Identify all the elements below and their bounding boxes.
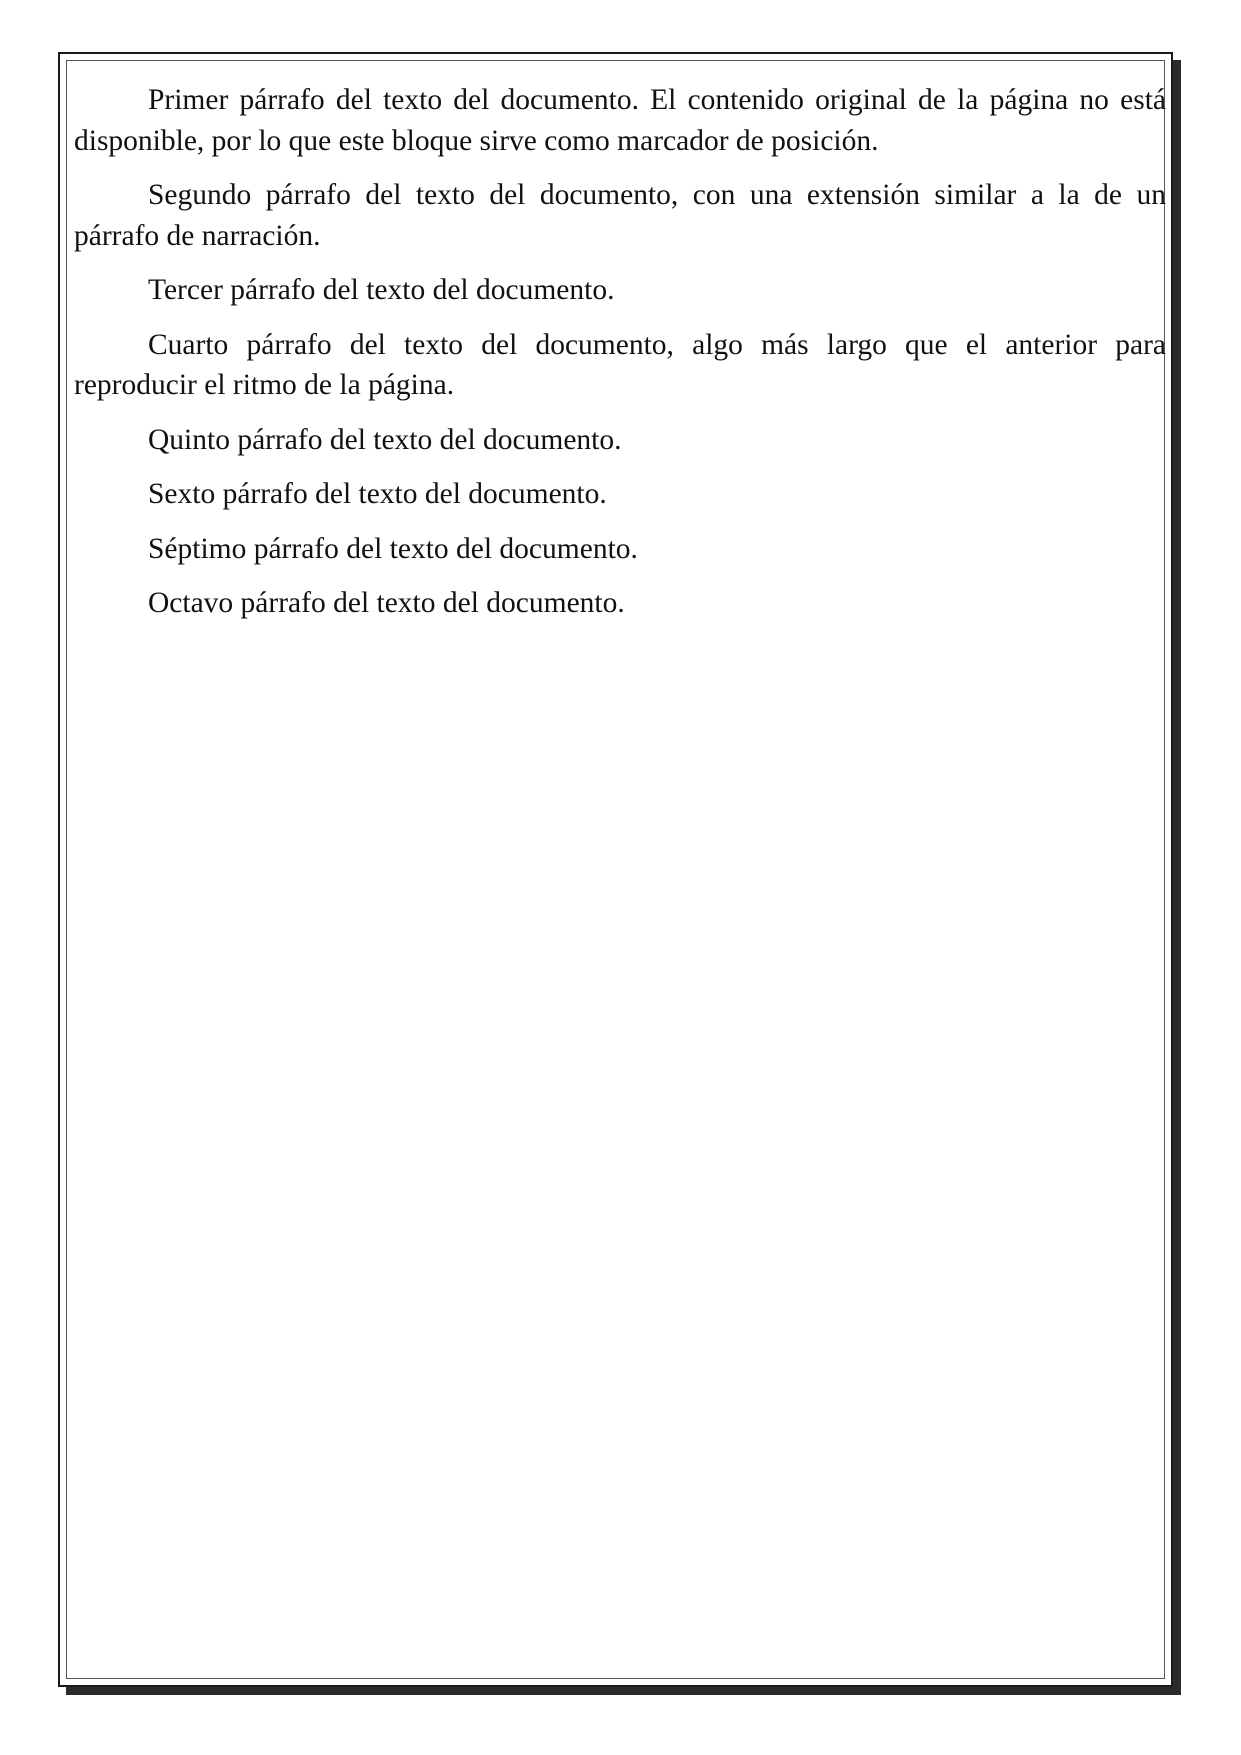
paragraph: Sexto párrafo del texto del documento.	[148, 478, 607, 510]
body-text	[74, 80, 1166, 638]
paragraph: Tercer párrafo del texto del documento.	[148, 274, 615, 306]
paragraph: Octavo párrafo del texto del documento.	[148, 587, 625, 619]
paragraph: Primer párrafo del texto del documento. El contenido original de la página no está disponible, por lo que este bloque sirve como marcador de posición.	[74, 84, 1166, 157]
paragraph: Séptimo párrafo del texto del documento.	[148, 532, 638, 565]
paragraph: Quinto párrafo del texto del documento.	[148, 423, 622, 456]
paragraph: Segundo párrafo del texto del documento, con una extensión similar a la de un párrafo de narración.	[74, 179, 1166, 252]
paragraph: Cuarto párrafo del texto del documento, algo más largo que el anterior para reproducir el ritmo de la página.	[74, 328, 1166, 401]
